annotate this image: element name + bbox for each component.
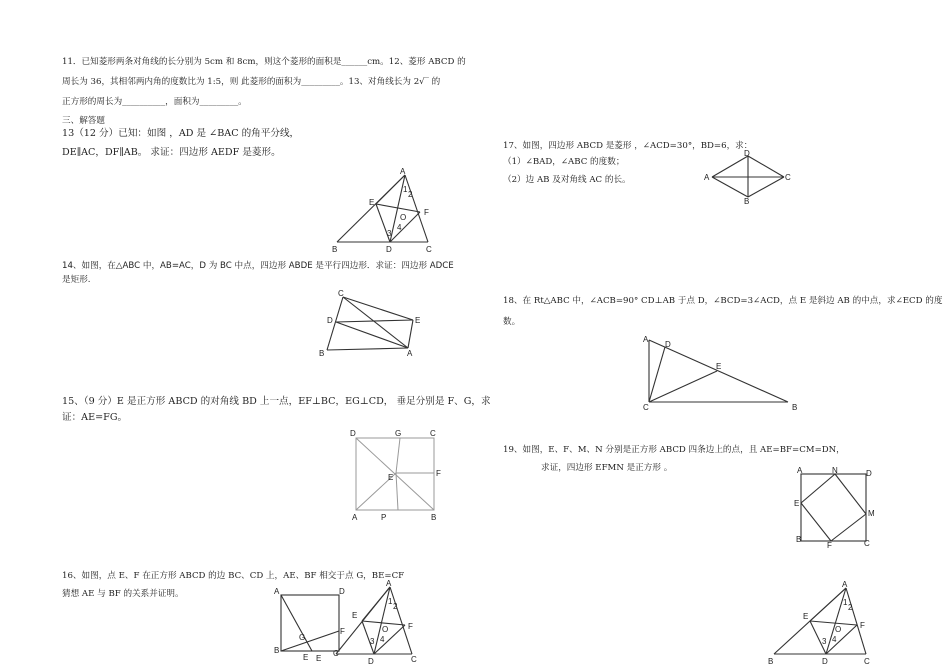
label-C: C [411, 655, 417, 664]
q13-line2: DE∥AC，DF∥AB。 求证：四边形 AEDF 是菱形。 [62, 147, 281, 158]
label-C: C [643, 403, 649, 412]
label-E: E [803, 612, 809, 621]
q14-line1: 14、如图，在△ABC 中，AB=AC，D 为 BC 中点，四边形 ABDE 是平行四边形．求证：四边形 ADCE [62, 261, 454, 271]
figure-q14-parallelogram [316, 290, 426, 360]
label-N: N [832, 466, 838, 475]
label-2: 2 [393, 602, 398, 611]
label-3: 3 [370, 637, 375, 646]
label-A: A [386, 579, 392, 588]
label-A: A [842, 580, 848, 589]
label-C: C [333, 649, 339, 658]
section-title: 三、解答题 [62, 116, 105, 126]
label-A: A [704, 173, 710, 182]
label-E-extra: E [316, 654, 322, 663]
label-D: D [822, 657, 828, 666]
label-E: E [303, 653, 309, 662]
figure-triangle-rhombus-copy-right [766, 580, 886, 667]
q17-line1: 17、如图，四边形 ABCD 是菱形 ，∠ACD=30°，BD=6，求： [503, 141, 753, 151]
q17-line3: （2）边 AB 及对角线 AC 的长。 [503, 175, 631, 185]
label-B: B [768, 657, 774, 666]
label-F: F [424, 208, 429, 217]
q11-line3: 正方形的周长为__________，面积为_________。 [62, 97, 247, 107]
label-4: 4 [380, 635, 385, 644]
label-M: M [868, 509, 875, 518]
label-E: E [415, 316, 421, 325]
label-P: P [381, 513, 387, 522]
label-D: D [744, 149, 750, 158]
label-B: B [274, 646, 280, 655]
label-A: A [274, 587, 280, 596]
q13-line1: 13（12 分）已知：如图 ，AD 是 ∠BAC 的角平分线， [62, 128, 300, 139]
figure-triangle-rhombus-copy-middle [328, 578, 428, 667]
label-4: 4 [397, 223, 402, 232]
label-A: A [400, 167, 406, 176]
label-F: F [340, 627, 345, 636]
label-G: G [395, 429, 402, 438]
q17-line2: （1）∠BAD，∠ABC 的度数； [503, 157, 625, 167]
label-E: E [369, 198, 375, 207]
label-D: D [368, 657, 374, 666]
label-1: 1 [403, 185, 408, 194]
label-D: D [665, 340, 671, 349]
label-2: 2 [408, 190, 413, 199]
label-C: C [785, 173, 791, 182]
label-4: 4 [832, 635, 837, 644]
label-D: D [327, 316, 333, 325]
label-A: A [407, 349, 413, 358]
label-A: A [643, 335, 649, 344]
label-1: 1 [388, 597, 393, 606]
label-E: E [716, 362, 722, 371]
label-E: E [388, 473, 394, 482]
label-E: E [352, 611, 358, 620]
q11-line1: 11．已知菱形两条对角线的长分别为 5cm 和 8cm，则这个菱形的面积是______cm。12、菱形 ABCD 的 [62, 57, 466, 67]
label-D: D [386, 245, 392, 254]
label-A: A [797, 466, 803, 475]
label-3: 3 [387, 229, 392, 238]
label-1: 1 [843, 598, 848, 607]
q15-line2: 证：AE=FG。 [62, 412, 128, 423]
label-B: B [332, 245, 338, 254]
label-2: 2 [848, 603, 853, 612]
q14-line2: 是矩形. [62, 275, 91, 285]
figure-q13-rhombus-in-triangle [330, 168, 445, 256]
label-F: F [436, 469, 441, 478]
figure-q18-right-triangle [638, 332, 808, 412]
q15-line1: 15、（9 分）E 是正方形 ABCD 的对角线 BD 上一点，EF⊥BC，EG⊥CD， 垂足分别是 F、G，求 [62, 396, 491, 407]
label-O: O [835, 625, 842, 634]
label-F: F [408, 622, 413, 631]
label-C: C [338, 289, 344, 298]
label-C: C [864, 539, 870, 548]
figure-q17-rhombus [704, 150, 799, 205]
label-D: D [350, 429, 356, 438]
label-C: C [430, 429, 436, 438]
label-G: G [299, 633, 306, 642]
label-F: F [860, 621, 865, 630]
label-D: D [339, 587, 345, 596]
label-B: B [431, 513, 437, 522]
q16-line2: 猜想 AE 与 BF 的关系并证明。 [62, 589, 184, 599]
figure-q19-square [790, 464, 885, 550]
label-C: C [864, 657, 870, 666]
label-B: B [744, 197, 750, 206]
q19-line1: 19、如图，E、F、M、N 分别是正方形 ABCD 四条边上的点，且 AE=BF=CM=DN， [503, 445, 845, 455]
label-O: O [382, 625, 389, 634]
q19-line2: 求证，四边形 EFMN 是正方形 。 [541, 463, 673, 473]
figure-q15-square [348, 428, 448, 523]
q18-line1: 18、在 Rt△ABC 中，∠ACB=90° CD⊥AB 于点 D，∠BCD=3∠ACD，点 E 是斜边 AB 的中点，求∠ECD 的度 [503, 296, 943, 306]
q18-line2: 数。 [503, 317, 521, 327]
label-B: B [792, 403, 798, 412]
label-A: A [352, 513, 358, 522]
label-B: B [796, 535, 802, 544]
label-F: F [827, 541, 832, 550]
label-E: E [794, 499, 800, 508]
q11-line2: 周长为 36，其相邻两内角的度数比为 1:5，则 此菱形的面积为_________。13、对角线长为 2√‾ 的 [62, 77, 441, 87]
label-3: 3 [822, 637, 827, 646]
label-D: D [866, 469, 872, 478]
label-C: C [426, 245, 432, 254]
label-O: O [400, 213, 407, 222]
label-B: B [319, 349, 325, 358]
q16-line1: 16、如图，点 E、F 在正方形 ABCD 的边 BC、CD 上，AE、BF 相交于点 G，BE=CF [62, 571, 405, 581]
